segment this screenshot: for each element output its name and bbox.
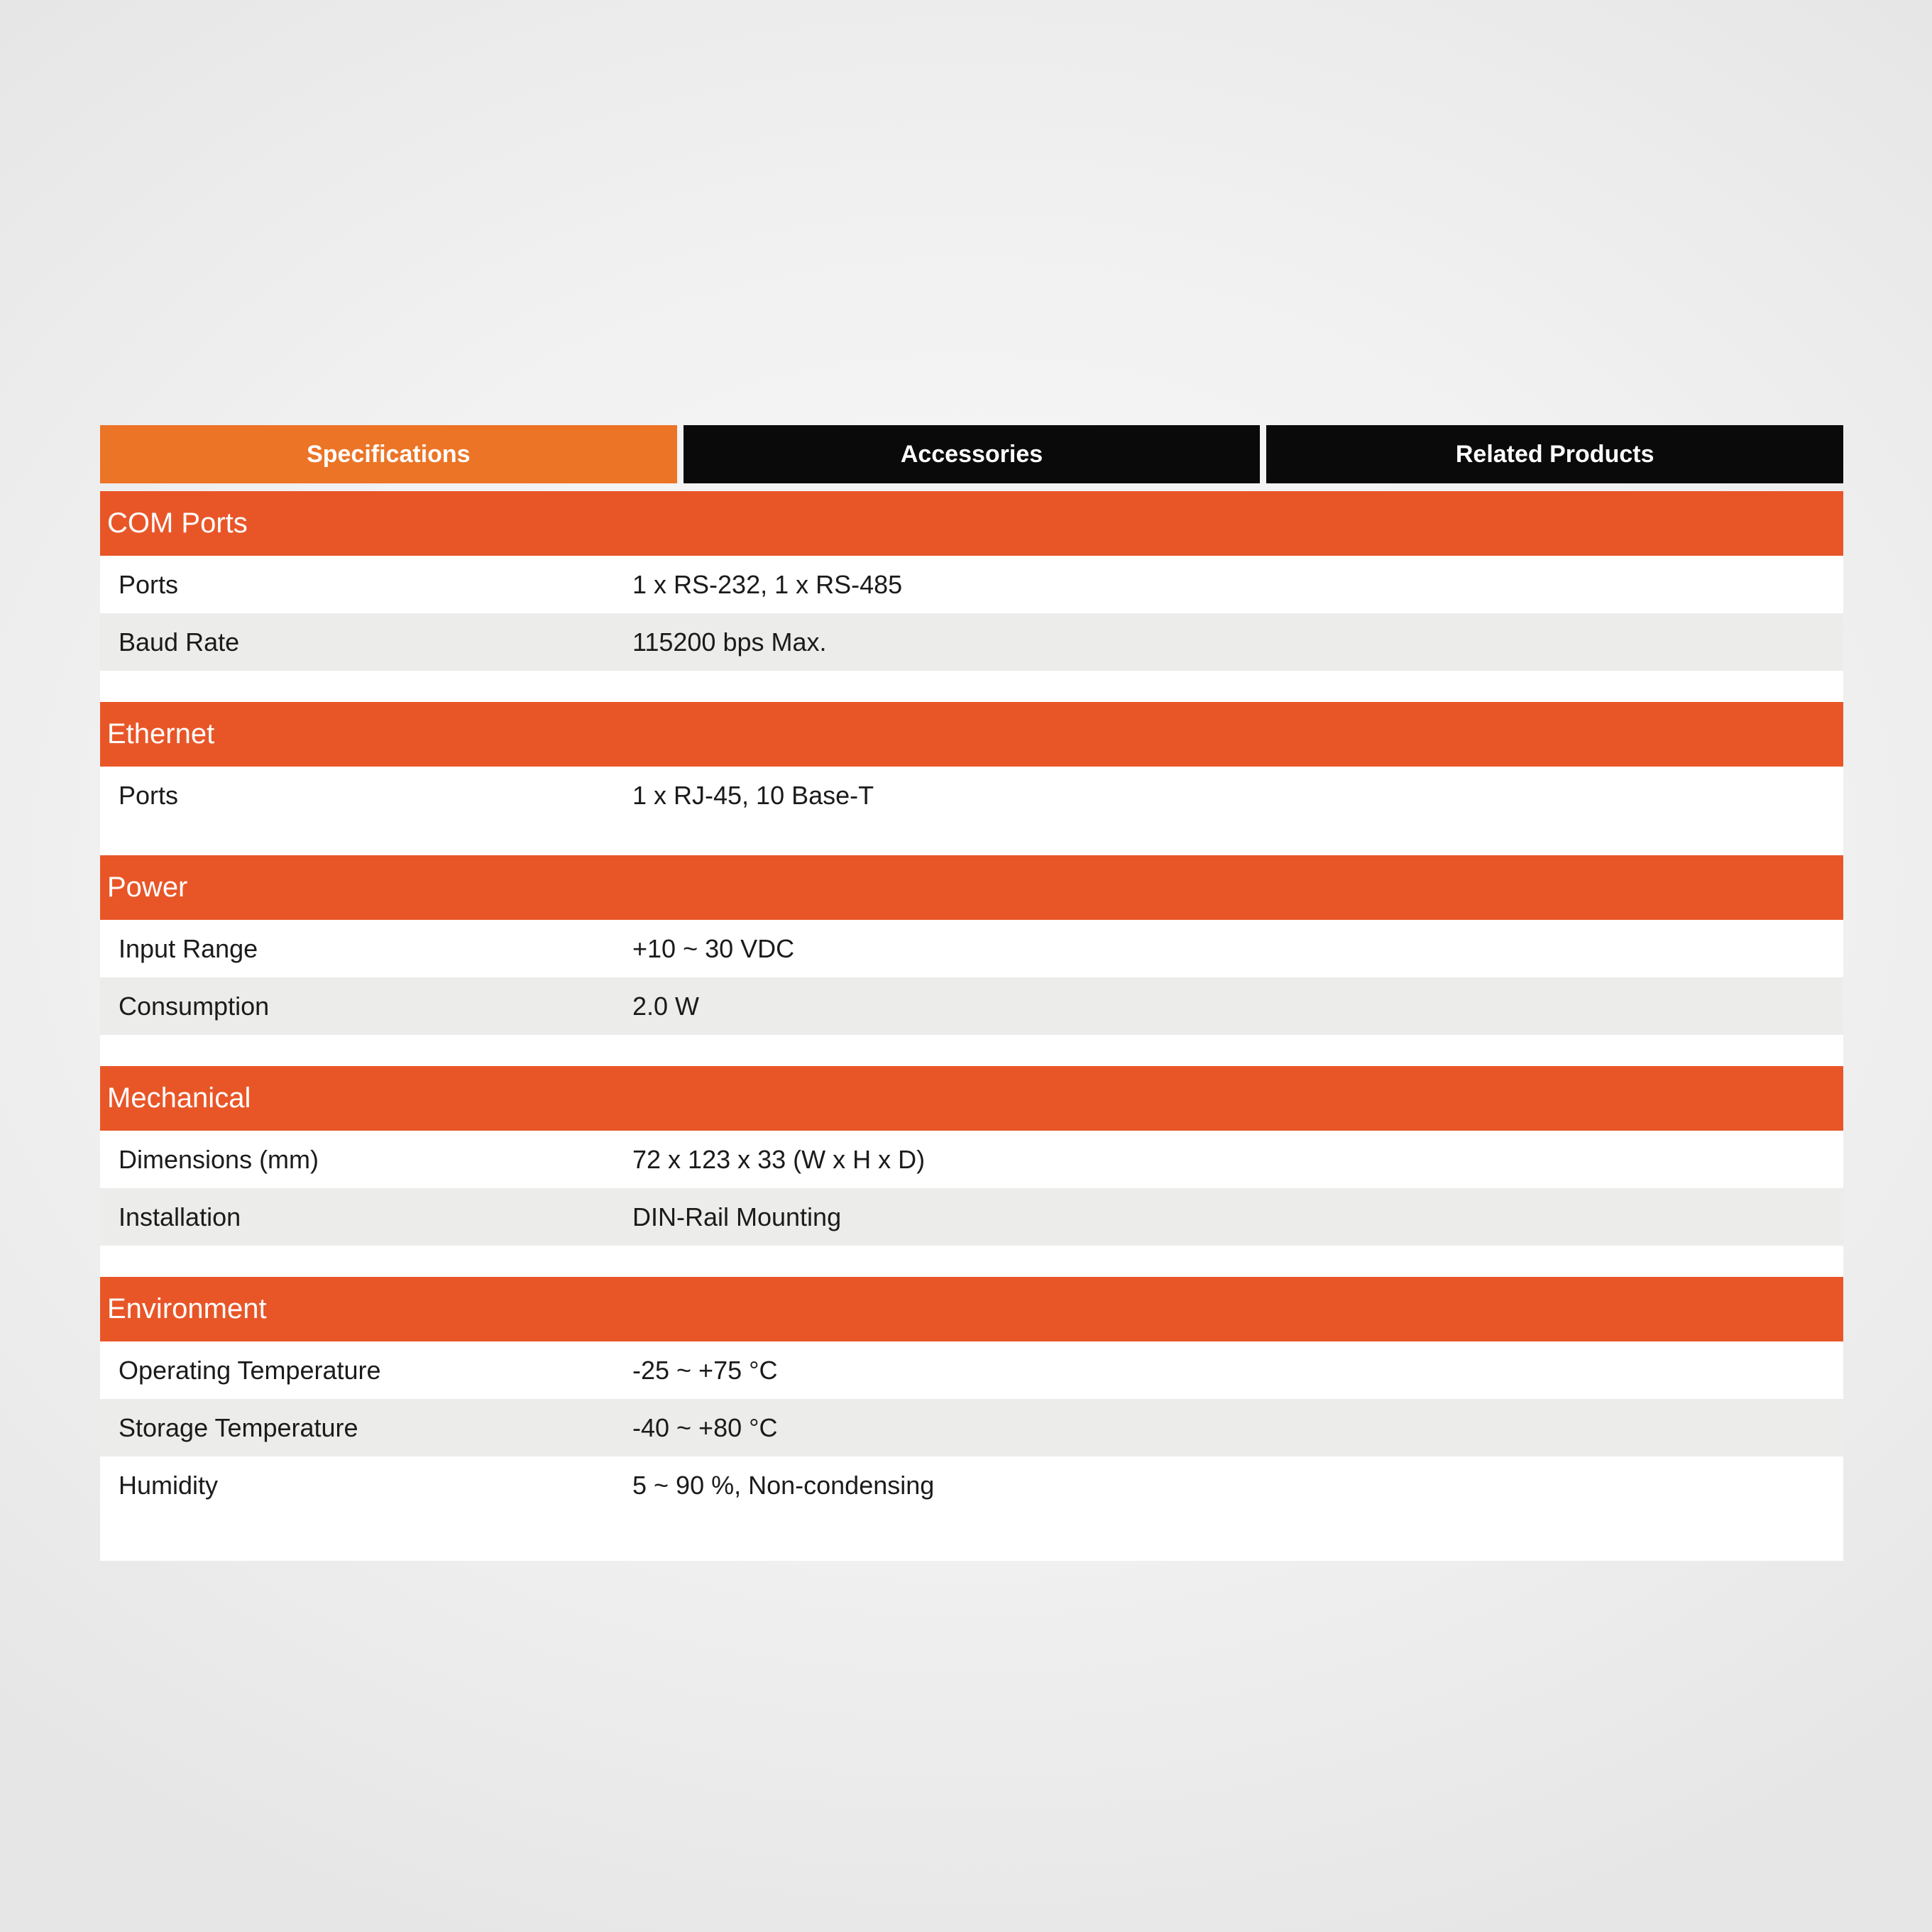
spec-value: 1 x RJ-45, 10 Base-T — [632, 780, 874, 810]
spec-row — [100, 1131, 1843, 1188]
spec-row — [100, 556, 1843, 613]
section-header-com-ports: COM Ports — [100, 491, 1843, 556]
spec-row — [100, 1341, 1843, 1399]
spec-label: Humidity — [119, 1470, 219, 1500]
section-header-mechanical: Mechanical — [100, 1066, 1843, 1131]
section-spacer — [100, 1035, 1843, 1066]
section-header-ethernet: Ethernet — [100, 702, 1843, 767]
spec-label: Baud Rate — [119, 627, 240, 657]
spec-label: Operating Temperature — [119, 1355, 381, 1385]
spec-value: -25 ~ +75 °C — [632, 1355, 778, 1385]
section-spacer — [100, 824, 1843, 855]
tab-related-products[interactable]: Related Products — [1266, 425, 1843, 483]
spec-row — [100, 1188, 1843, 1246]
spec-label: Input Range — [119, 933, 258, 963]
section-spacer — [100, 1514, 1843, 1561]
section-spacer — [100, 1246, 1843, 1277]
section-header-environment: Environment — [100, 1277, 1843, 1341]
spec-label: Ports — [119, 780, 179, 810]
specifications-panel — [100, 425, 1843, 1561]
spec-label: Consumption — [119, 991, 270, 1021]
spec-row — [100, 613, 1843, 671]
tab-gap — [100, 483, 1843, 491]
spec-row — [100, 1456, 1843, 1514]
spec-label: Storage Temperature — [119, 1412, 358, 1442]
spec-label: Dimensions (mm) — [119, 1144, 319, 1174]
spec-row — [100, 1399, 1843, 1456]
spec-row — [100, 977, 1843, 1035]
spec-value: DIN-Rail Mounting — [632, 1202, 842, 1231]
section-spacer — [100, 671, 1843, 702]
spec-value: 72 x 123 x 33 (W x H x D) — [632, 1144, 926, 1174]
spec-label: Ports — [119, 569, 179, 599]
spec-row — [100, 767, 1843, 824]
spec-value: +10 ~ 30 VDC — [632, 933, 795, 963]
spec-row — [100, 920, 1843, 977]
spec-label: Installation — [119, 1202, 241, 1231]
tab-bar — [100, 425, 1843, 483]
section-header-power: Power — [100, 855, 1843, 920]
tab-accessories[interactable]: Accessories — [684, 425, 1261, 483]
spec-value: 1 x RS-232, 1 x RS-485 — [632, 569, 903, 599]
tab-specifications[interactable]: Specifications — [100, 425, 677, 483]
spec-value: 5 ~ 90 %, Non-condensing — [632, 1470, 935, 1500]
spec-value: 115200 bps Max. — [632, 627, 827, 657]
spec-value: 2.0 W — [632, 991, 700, 1021]
spec-value: -40 ~ +80 °C — [632, 1412, 778, 1442]
